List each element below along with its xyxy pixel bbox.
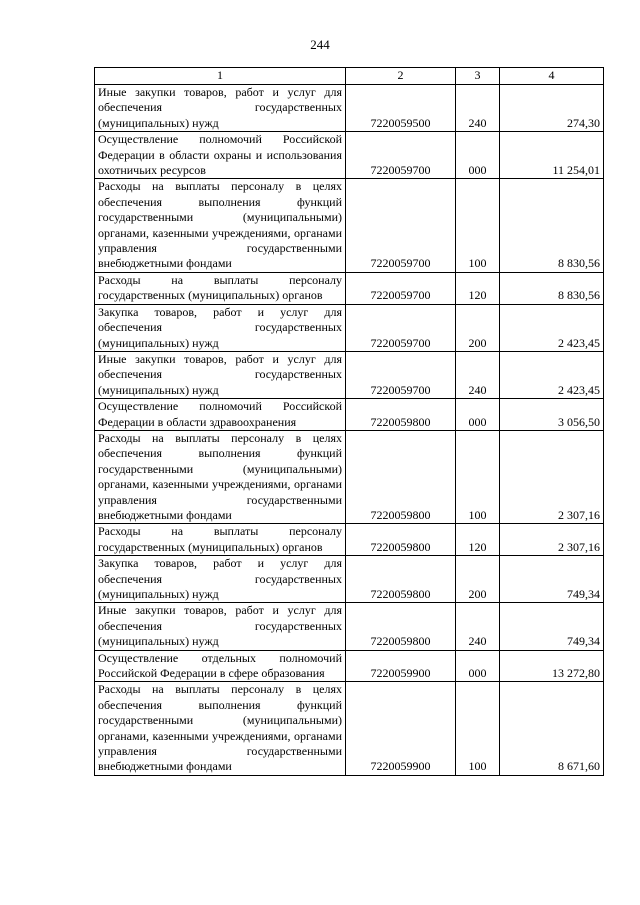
expense-type-cell: 000	[456, 132, 500, 179]
expense-type-cell: 100	[456, 682, 500, 775]
amount-cell: 3 056,50	[500, 399, 604, 431]
expense-type-cell: 000	[456, 399, 500, 431]
amount-cell: 8 830,56	[500, 179, 604, 272]
header-col-2: 2	[346, 68, 456, 85]
table-row	[95, 85, 604, 132]
amount-cell: 274,30	[500, 85, 604, 132]
expense-name-cell: Иные закупки товаров, работ и услуг для обеспечения государственных (муниципальных) нужд	[95, 603, 346, 650]
page-number: 244	[310, 37, 330, 52]
expense-name-cell: Расходы на выплаты персоналу в целях обеспечения выполнения функций государственными (муниципальными) органами, казенными учреждениями, органами управления государственными внебюджетными фондами	[95, 682, 346, 775]
budget-table	[94, 67, 604, 776]
amount-cell: 8 830,56	[500, 272, 604, 304]
amount-cell: 8 671,60	[500, 682, 604, 775]
header-col-3: 3	[456, 68, 500, 85]
table-row	[95, 682, 604, 775]
amount-cell: 13 272,80	[500, 650, 604, 682]
expense-name-cell: Иные закупки товаров, работ и услуг для обеспечения государственных (муниципальных) нужд	[95, 351, 346, 398]
table-row	[95, 272, 604, 304]
table-row	[95, 650, 604, 682]
expense-type-cell: 000	[456, 650, 500, 682]
amount-cell: 2 423,45	[500, 304, 604, 351]
expense-type-cell: 200	[456, 304, 500, 351]
expense-name-cell: Расходы на выплаты персоналу в целях обеспечения выполнения функций государственными (муниципальными) органами, казенными учреждениями, органами управления государственными внебюджетными фондами	[95, 430, 346, 523]
table-row	[95, 603, 604, 650]
amount-cell: 2 307,16	[500, 524, 604, 556]
target-code-cell: 7220059700	[346, 132, 456, 179]
expense-name-cell: Закупка товаров, работ и услуг для обеспечения государственных (муниципальных) нужд	[95, 304, 346, 351]
table-row	[95, 304, 604, 351]
header-col-1: 1	[95, 68, 346, 85]
target-code-cell: 7220059500	[346, 85, 456, 132]
target-code-cell: 7220059800	[346, 430, 456, 523]
header-col-4: 4	[500, 68, 604, 85]
amount-cell: 749,34	[500, 603, 604, 650]
expense-name-cell: Осуществление отдельных полномочий Российской Федерации в сфере образования	[95, 650, 346, 682]
table-row	[95, 351, 604, 398]
table-row	[95, 430, 604, 523]
header-row	[95, 68, 604, 85]
expense-type-cell: 200	[456, 556, 500, 603]
expense-type-cell: 240	[456, 351, 500, 398]
target-code-cell: 7220059900	[346, 682, 456, 775]
expense-type-cell: 120	[456, 524, 500, 556]
target-code-cell: 7220059700	[346, 179, 456, 272]
target-code-cell: 7220059900	[346, 650, 456, 682]
table-row	[95, 132, 604, 179]
amount-cell: 2 307,16	[500, 430, 604, 523]
target-code-cell: 7220059800	[346, 399, 456, 431]
target-code-cell: 7220059800	[346, 603, 456, 650]
target-code-cell: 7220059700	[346, 351, 456, 398]
target-code-cell: 7220059800	[346, 524, 456, 556]
expense-type-cell: 100	[456, 430, 500, 523]
target-code-cell: 7220059700	[346, 304, 456, 351]
expense-name-cell: Осуществление полномочий Российской Федерации в области охраны и использования охотничьих ресурсов	[95, 132, 346, 179]
expense-name-cell: Расходы на выплаты персоналу государственных (муниципальных) органов	[95, 524, 346, 556]
expense-name-cell: Осуществление полномочий Российской Федерации в области здравоохранения	[95, 399, 346, 431]
table-row	[95, 399, 604, 431]
table-body	[95, 85, 604, 776]
table-row	[95, 556, 604, 603]
table-row	[95, 524, 604, 556]
amount-cell: 11 254,01	[500, 132, 604, 179]
expense-type-cell: 100	[456, 179, 500, 272]
table-row	[95, 179, 604, 272]
expense-type-cell: 120	[456, 272, 500, 304]
amount-cell: 749,34	[500, 556, 604, 603]
expense-name-cell: Расходы на выплаты персоналу в целях обеспечения выполнения функций государственными (муниципальными) органами, казенными учреждениями, органами управления государственными внебюджетными фондами	[95, 179, 346, 272]
table-header	[95, 68, 604, 85]
target-code-cell: 7220059800	[346, 556, 456, 603]
expense-type-cell: 240	[456, 85, 500, 132]
expense-type-cell: 240	[456, 603, 500, 650]
amount-cell: 2 423,45	[500, 351, 604, 398]
target-code-cell: 7220059700	[346, 272, 456, 304]
expense-name-cell: Расходы на выплаты персоналу государственных (муниципальных) органов	[95, 272, 346, 304]
expense-name-cell: Иные закупки товаров, работ и услуг для обеспечения государственных (муниципальных) нужд	[95, 85, 346, 132]
expense-name-cell: Закупка товаров, работ и услуг для обеспечения государственных (муниципальных) нужд	[95, 556, 346, 603]
